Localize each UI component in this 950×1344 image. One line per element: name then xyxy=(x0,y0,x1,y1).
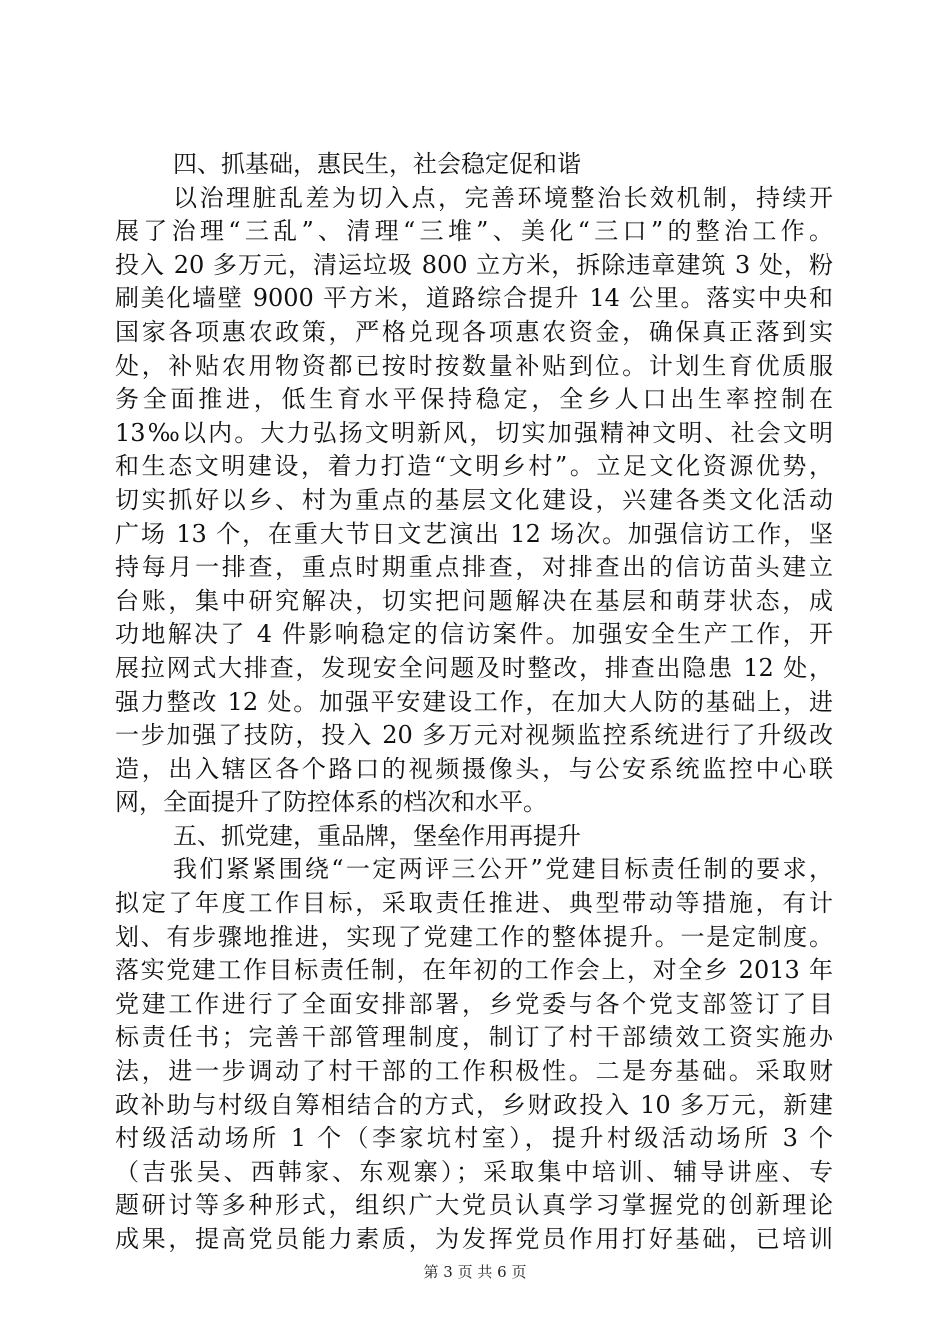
paragraph-line: 法，进一步调动了村干部的工作积极性。二是夯基础。采取财 xyxy=(115,1057,833,1086)
page-number-footer: 第 3 页 共 6 页 xyxy=(423,1263,527,1281)
paragraph-line: 造，出入辖区各个路口的视频摄像头，与公安系统监控中心联 xyxy=(115,754,833,783)
paragraph-line: 强力整改 12 处。加强平安建设工作，在加大人防的基础上，进 xyxy=(115,687,833,716)
paragraph-line: 党建工作进行了全面安排部署，乡党委与各个党支部签订了目 xyxy=(115,989,833,1018)
paragraph-line: 投入 20 多万元，清运垃圾 800 立方米，拆除违章建筑 3 处，粉 xyxy=(115,250,833,279)
paragraph-line: 划、有步骤地推进，实现了党建工作的整体提升。一是定制度。 xyxy=(115,922,833,951)
paragraph-line: 一步加强了技防，投入 20 多万元对视频监控系统进行了升级改 xyxy=(115,721,833,750)
paragraph-line: 切实抓好以乡、村为重点的基层文化建设，兴建各类文化活动 xyxy=(115,485,833,514)
paragraph-line: 题研讨等多种形式，组织广大党员认真学习掌握党的创新理论 xyxy=(115,1191,833,1220)
paragraph-line: 落实党建工作目标责任制，在年初的工作会上，对全乡 2013 年 xyxy=(115,956,833,985)
section-heading-5: 五、抓党建，重品牌，堡垒作用再提升 xyxy=(173,821,581,850)
paragraph-line: 展拉网式大排查，发现安全问题及时整改，排查出隐患 12 处， xyxy=(115,653,833,682)
paragraph-line: 拟定了年度工作目标，采取责任推进、典型带动等措施，有计 xyxy=(115,889,833,918)
paragraph-line: 功地解决了 4 件影响稳定的信访案件。加强安全生产工作，开 xyxy=(115,620,833,649)
paragraph-line: 务全面推进，低生育水平保持稳定，全乡人口出生率控制在 xyxy=(115,385,833,414)
paragraph-line: 13‰以内。大力弘扬文明新风，切实加强精神文明、社会文明 xyxy=(115,418,833,447)
paragraph-line: 展了治理“三乱”、清理“三堆”、美化“三口”的整治工作。 xyxy=(115,217,833,246)
paragraph-line: 以治理脏乱差为切入点，完善环境整治长效机制，持续开 xyxy=(173,183,833,212)
paragraph-line: 处，补贴农用物资都已按时按数量补贴到位。计划生育优质服 xyxy=(115,351,833,380)
paragraph-line: 政补助与村级自筹相结合的方式，乡财政投入 10 多万元，新建 xyxy=(115,1090,833,1119)
paragraph-line: 村级活动场所 1 个（李家坑村室），提升村级活动场所 3 个 xyxy=(115,1124,833,1153)
paragraph-line: 国家各项惠农政策，严格兑现各项惠农资金，确保真正落到实 xyxy=(115,317,833,346)
paragraph-line: 广场 13 个，在重大节日文艺演出 12 场次。加强信访工作，坚 xyxy=(115,519,833,548)
paragraph-line: （吉张吴、西韩家、东观寨）；采取集中培训、辅导讲座、专 xyxy=(115,1157,833,1186)
paragraph-line: 标责任书；完善干部管理制度，制订了村干部绩效工资实施办 xyxy=(115,1023,833,1052)
paragraph-line: 我们紧紧围绕“一定两评三公开”党建目标责任制的要求， xyxy=(173,855,833,884)
paragraph-line: 和生态文明建设，着力打造“文明乡村”。立足文化资源优势， xyxy=(115,452,833,481)
paragraph-line: 刷美化墙壁 9000 平方米，道路综合提升 14 公里。落实中央和 xyxy=(115,284,833,313)
paragraph-line: 持每月一排查，重点时期重点排查，对排查出的信访苗头建立 xyxy=(115,553,833,582)
paragraph-line: 成果，提高党员能力素质，为发挥党员作用打好基础，已培训 xyxy=(115,1225,833,1253)
paragraph-line: 网，全面提升了防控体系的档次和水平。 xyxy=(115,788,547,817)
document-body xyxy=(115,148,833,1257)
section-heading-4: 四、抓基础，惠民生，社会稳定促和谐 xyxy=(173,150,581,178)
paragraph-line: 台账，集中研究解决，切实把问题解决在基层和萌芽状态，成 xyxy=(115,586,833,615)
